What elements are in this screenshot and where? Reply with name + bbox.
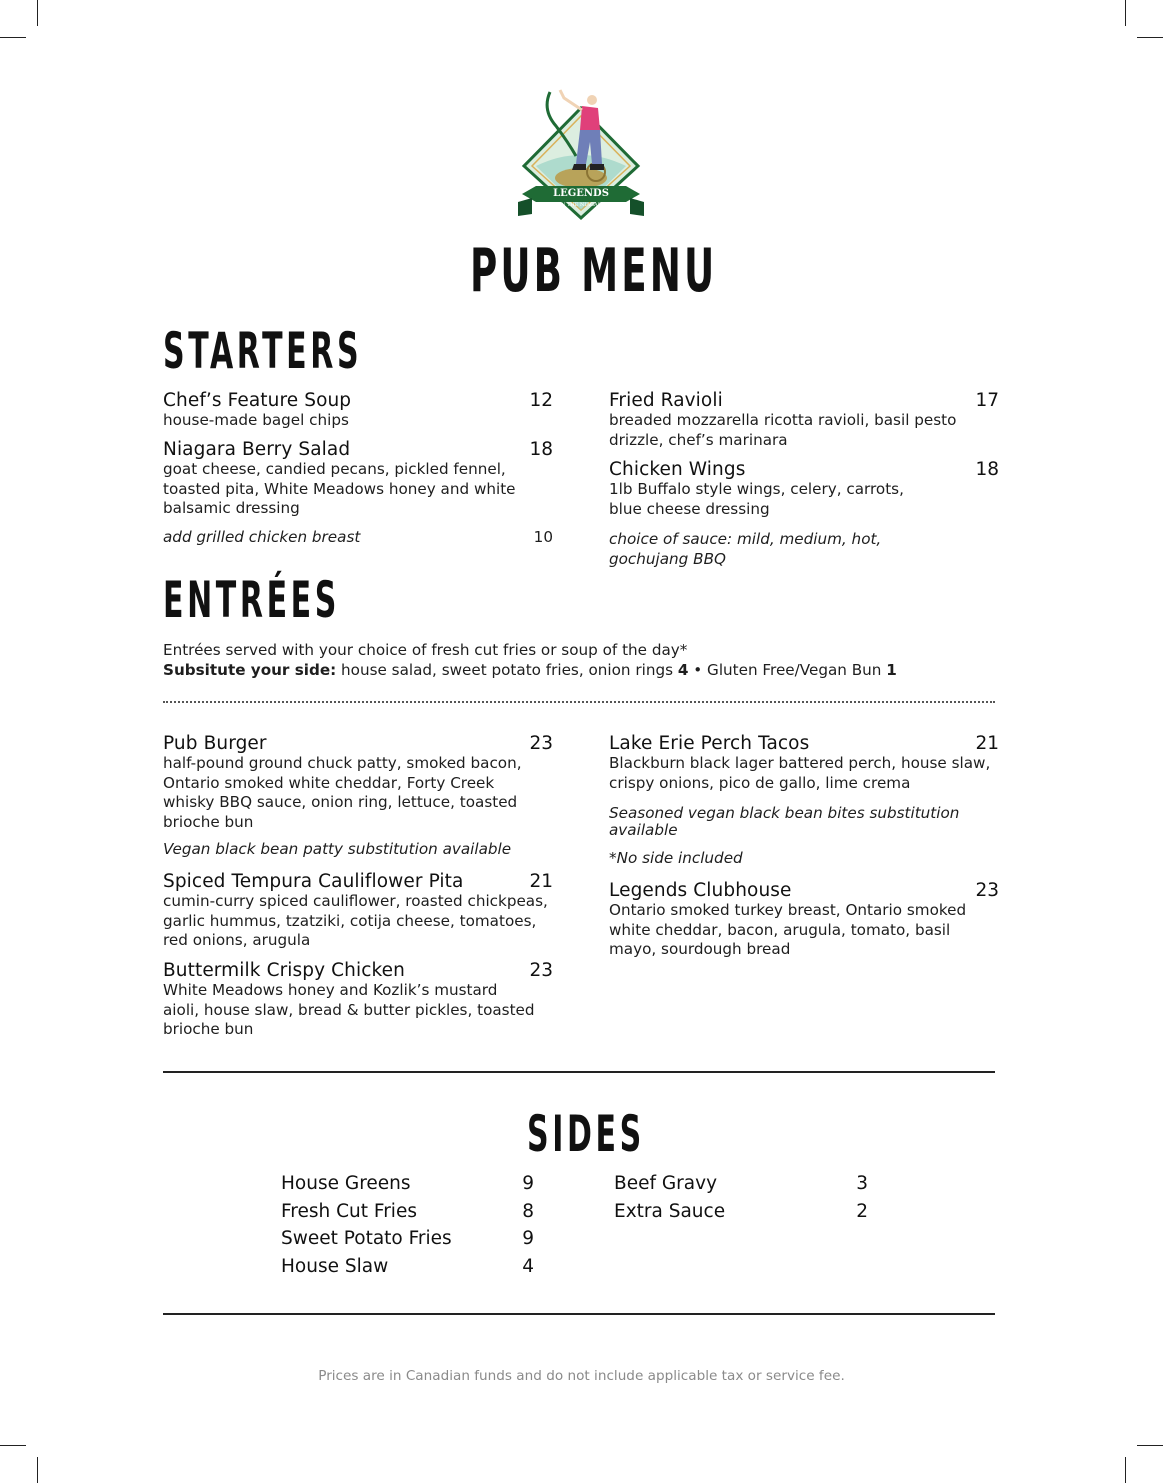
side-name: House Slaw [281, 1256, 389, 1277]
side-price: 9 [522, 1173, 534, 1194]
addon-price: 10 [533, 528, 553, 546]
side-item [614, 1173, 868, 1194]
substitute-label: Subsitute your side: [163, 661, 337, 679]
gluten-free-price: 1 [886, 661, 897, 679]
item-description: breaded mozzarella ricotta ravioli, basil pesto drizzle, chef’s marinara [609, 411, 957, 449]
side-item [281, 1256, 534, 1277]
item-name: Pub Burger [163, 733, 267, 754]
item-name: Fried Ravioli [609, 390, 723, 411]
crop-mark [1137, 37, 1163, 38]
menu-item [163, 960, 553, 1040]
side-name: Sweet Potato Fries [281, 1228, 452, 1249]
crop-mark [1125, 0, 1126, 26]
sauce-note: choice of sauce: mild, medium, hot, gochujang BBQ [609, 530, 882, 568]
item-price: 17 [975, 390, 999, 411]
item-price: 21 [975, 733, 999, 754]
item-description: goat cheese, candied pecans, pickled fennel, toasted pita, White Meadows honey and white balsamic dressing [163, 460, 516, 518]
substitute-line [163, 660, 897, 680]
addon-text: add grilled chicken breast [163, 528, 361, 546]
side-price: 3 [856, 1173, 868, 1194]
item-description: Blackburn black lager battered perch, house slaw, crispy onions, pico de gallo, lime crema [609, 754, 991, 792]
menu-item [609, 733, 999, 793]
logo-subtext: ON THE NIAGARA [557, 202, 605, 208]
menu-item [609, 459, 999, 519]
item-description: house-made bagel chips [163, 411, 349, 429]
item-name: Chicken Wings [609, 459, 746, 480]
item-price: 23 [529, 733, 553, 754]
divider-rule [163, 1071, 995, 1073]
gluten-free-text: • Gluten Free/Vegan Bun [693, 661, 882, 679]
crop-mark [0, 1445, 26, 1446]
item-name: Buttermilk Crispy Chicken [163, 960, 405, 981]
entree-intro [163, 640, 897, 680]
crop-mark [1137, 1445, 1163, 1446]
tacos-side-note: *No side included [609, 849, 743, 867]
menu-item [163, 871, 553, 951]
item-price: 23 [529, 960, 553, 981]
side-price: 8 [522, 1201, 534, 1222]
side-name: Fresh Cut Fries [281, 1201, 417, 1222]
crop-mark [37, 0, 38, 26]
side-name: Beef Gravy [614, 1173, 718, 1194]
side-price: 4 [522, 1256, 534, 1277]
crop-mark [0, 37, 26, 38]
item-description: White Meadows honey and Kozlik’s mustard aioli, house slaw, bread & butter pickles, toasted brioche bun [163, 981, 535, 1039]
entree-side-note: Entrées served with your choice of fresh cut fries or soup of the day* [163, 641, 688, 659]
side-name: House Greens [281, 1173, 411, 1194]
entrees-heading: ENTRÉES [163, 571, 340, 629]
sides-heading: SIDES [527, 1105, 645, 1163]
side-name: Extra Sauce [614, 1201, 726, 1222]
item-price: 18 [529, 439, 553, 460]
side-item [281, 1201, 534, 1222]
crop-mark [37, 1457, 38, 1483]
side-item [281, 1228, 534, 1249]
substitute-text: house salad, sweet potato fries, onion rings [341, 661, 674, 679]
side-price: 9 [522, 1228, 534, 1249]
logo-text: LEGENDS [553, 188, 609, 199]
crop-mark [1125, 1457, 1126, 1483]
substitute-price: 4 [677, 661, 689, 679]
item-price: 18 [975, 459, 999, 480]
side-item [614, 1201, 868, 1222]
item-description: Ontario smoked turkey breast, Ontario smoked white cheddar, bacon, arugula, tomato, basil mayo, sourdough bread [609, 901, 967, 959]
divider-rule [163, 1313, 995, 1315]
item-name: Spiced Tempura Cauliflower Pita [163, 871, 464, 892]
item-name: Niagara Berry Salad [163, 439, 351, 460]
item-name: Lake Erie Perch Tacos [609, 733, 810, 754]
item-name: Legends Clubhouse [609, 880, 792, 901]
menu-item [163, 439, 558, 519]
item-price: 12 [529, 390, 553, 411]
menu-item [609, 880, 999, 960]
side-price: 2 [856, 1201, 868, 1222]
price-disclaimer: Prices are in Canadian funds and do not include applicable tax or service fee. [318, 1368, 845, 1384]
starters-heading: STARTERS [163, 322, 363, 380]
page-title: PUB MENU [470, 236, 718, 306]
menu-item [163, 390, 553, 431]
menu-item [163, 733, 553, 832]
addon-note [163, 529, 553, 546]
item-description: 1lb Buffalo style wings, celery, carrots, blue cheese dressing [609, 480, 904, 518]
item-description: cumin-curry spiced cauliflower, roasted chickpeas, garlic hummus, tzatziki, cotija cheese, tomatoes, red onions, arugula [163, 892, 548, 950]
item-description: half-pound ground chuck patty, smoked bacon, Ontario smoked white cheddar, Forty Creek whisky BBQ sauce, onion ring, lettuce, toasted brioche bun [163, 754, 522, 831]
item-price: 21 [529, 871, 553, 892]
item-name: Chef’s Feature Soup [163, 390, 352, 411]
burger-note: Vegan black bean patty substitution available [163, 840, 512, 858]
tacos-vegan-note: Seasoned vegan black bean bites substitution available [609, 804, 960, 839]
legends-logo [516, 86, 646, 226]
item-price: 23 [975, 880, 999, 901]
dotted-divider [163, 701, 995, 703]
menu-item [609, 390, 999, 450]
side-item [281, 1173, 534, 1194]
